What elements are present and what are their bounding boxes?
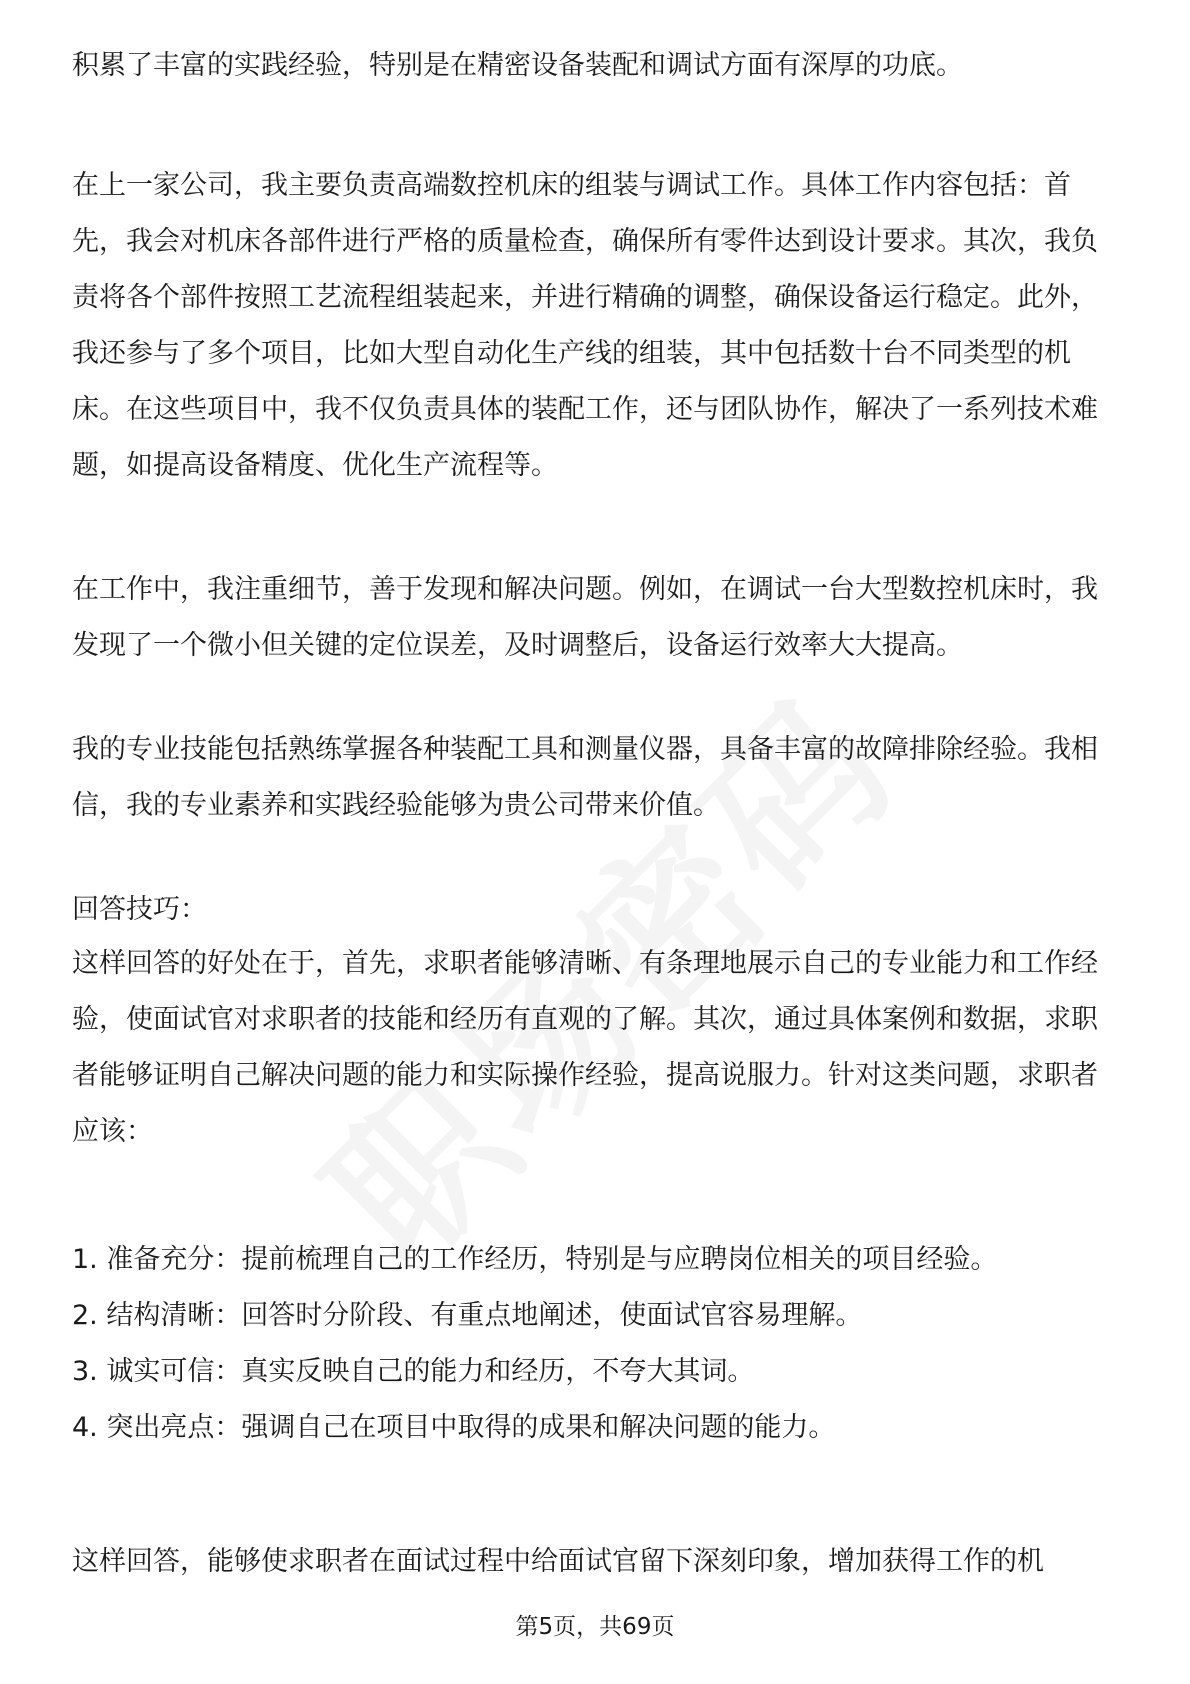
tips-list: [72, 1232, 997, 1456]
list-item: 2. 结构清晰：回答时分阶段、有重点地阐述，使面试官容易理解。: [72, 1300, 863, 1331]
list-item: 1. 准备充分：提前梳理自己的工作经历，特别是与应聘岗位相关的项目经验。: [72, 1244, 998, 1275]
paragraph-tips-explanation: 这样回答的好处在于，首先，求职者能够清晰、有条理地展示自己的专业能力和工作经验，使面试官对求职者的技能和经历有直观的了解。其次，通过具体案例和数据，求职者能够证明自己解决问题的能力和实际操作经验，提高说服力。针对这类问题，求职者应该：: [72, 948, 1098, 1147]
list-item: 3. 诚实可信：真实反映自己的能力和经历，不夸大其词。: [72, 1356, 755, 1387]
paragraph-previous-job: 在上一家公司，我主要负责高端数控机床的组装与调试工作。具体工作内容包括：首先，我会对机床各部件进行严格的质量检查，确保所有零件达到设计要求。其次，我负责将各个部件按照工艺流程组装起来，并进行精确的调整，确保设备运行稳定。此外，我还参与了多个项目，比如大型自动化生产线的组装，其中包括数十台不同类型的机床。在这些项目中，我不仅负责具体的装配工作，还与团队协作，解决了一系列技术难题，如提高设备精度、优化生产流程等。: [72, 170, 1098, 481]
page-footer: 第5页，共69页: [515, 1614, 675, 1640]
paragraph-experience-summary: 积累了丰富的实践经验，特别是在精密设备装配和调试方面有深厚的功底。: [72, 50, 963, 81]
paragraph-conclusion: 这样回答，能够使求职者在面试过程中给面试官留下深刻印象，增加获得工作的机: [72, 1546, 1044, 1577]
paragraph-attention-to-detail: 在工作中，我注重细节，善于发现和解决问题。例如，在调试一台大型数控机床时，我发现了一个微小但关键的定位误差，及时调整后，设备运行效率大大提高。: [72, 574, 1098, 661]
paragraph-skills: 我的专业技能包括熟练掌握各种装配工具和测量仪器，具备丰富的故障排除经验。我相信，我的专业素养和实践经验能够为贵公司带来价值。: [72, 734, 1098, 821]
list-item: 4. 突出亮点：强调自己在项目中取得的成果和解决问题的能力。: [72, 1412, 836, 1443]
tips-heading: 回答技巧：: [72, 894, 207, 925]
